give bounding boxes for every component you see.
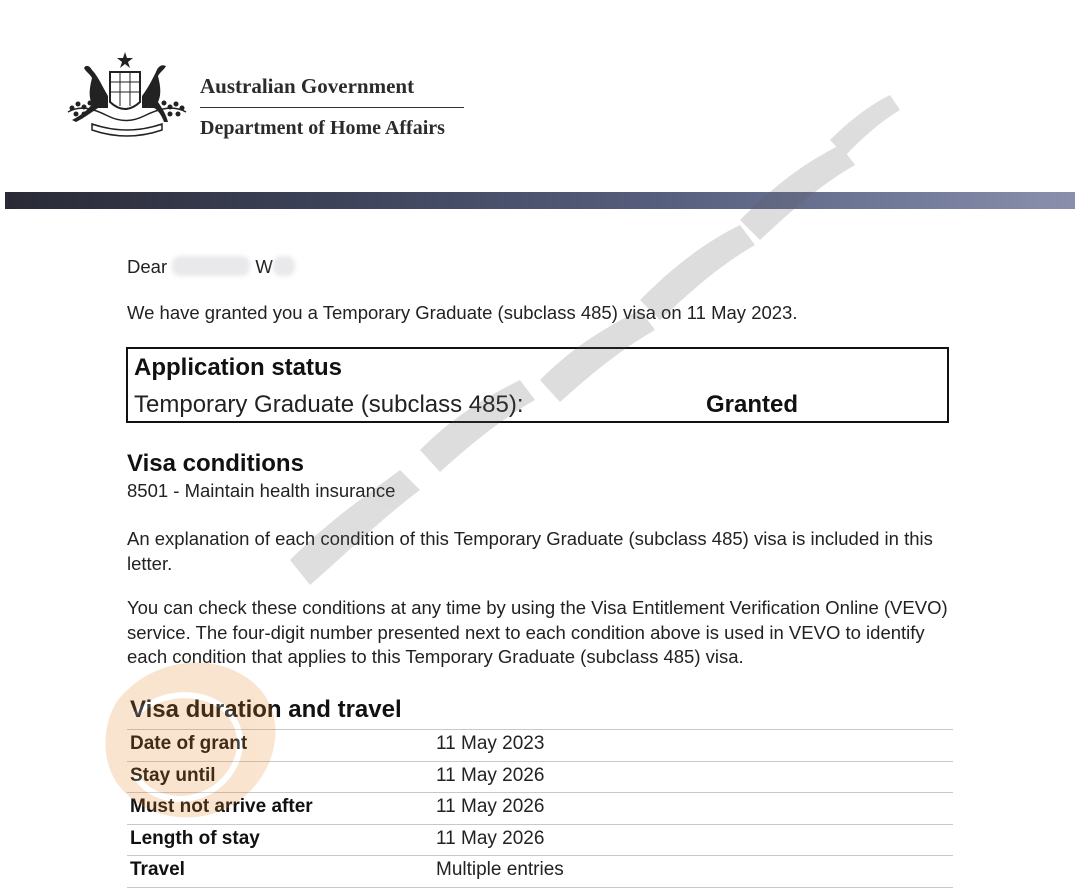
row-label: Travel [130,859,185,880]
grant-statement: We have granted you a Temporary Graduate (subclass 485) visa on 11 May 2023. [127,302,798,323]
table-row [127,729,953,761]
table-row [127,855,953,888]
visa-type-label: Temporary Graduate (subclass 485): [134,391,524,418]
header-band [5,192,1075,209]
surname-initial: W [255,256,273,277]
table-row [127,824,953,856]
row-value: 11 May 2023 [436,733,545,754]
conditions-explanation: An explanation of each condition of this Temporary Graduate (subclass 485) visa is included in this letter. [127,528,933,574]
row-value: 11 May 2026 [436,827,545,849]
organisation-names [200,74,464,140]
application-status-title: Application status [134,354,343,381]
visa-duration-table [127,729,953,888]
application-status-box [126,347,949,423]
row-label: Stay until [130,764,216,786]
greeting-line [127,255,957,280]
visa-duration-heading: Visa duration and travel [130,696,402,723]
vevo-information: You can check these conditions at any time by using the Visa Entitlement Verification Online (VEVO) service. The four-digit number presented next to each condition above is used in VEVO to identify each condition that applies to this Temporary Graduate (subclass 485) visa. [127,597,948,667]
org-name-department: Department of Home Affairs [200,117,445,139]
row-value: 11 May 2026 [436,764,545,786]
condition-item: 8501 - Maintain health insurance [127,480,396,501]
row-label: Length of stay [130,827,260,849]
status-value: Granted [706,391,799,418]
visa-conditions-heading: Visa conditions [127,450,304,477]
row-value: Multiple entries [436,859,564,880]
letterhead [0,0,1080,190]
org-name-government: Australian Government [200,74,464,108]
table-row [127,761,953,793]
table-row [127,792,953,824]
row-label: Must not arrive after [130,796,313,817]
coat-of-arms-logo [62,50,192,142]
redacted-surname [273,256,295,276]
row-label: Date of grant [130,733,248,754]
row-value: 11 May 2026 [436,796,545,817]
greeting-word: Dear [127,256,168,277]
redacted-given-name [172,256,250,276]
